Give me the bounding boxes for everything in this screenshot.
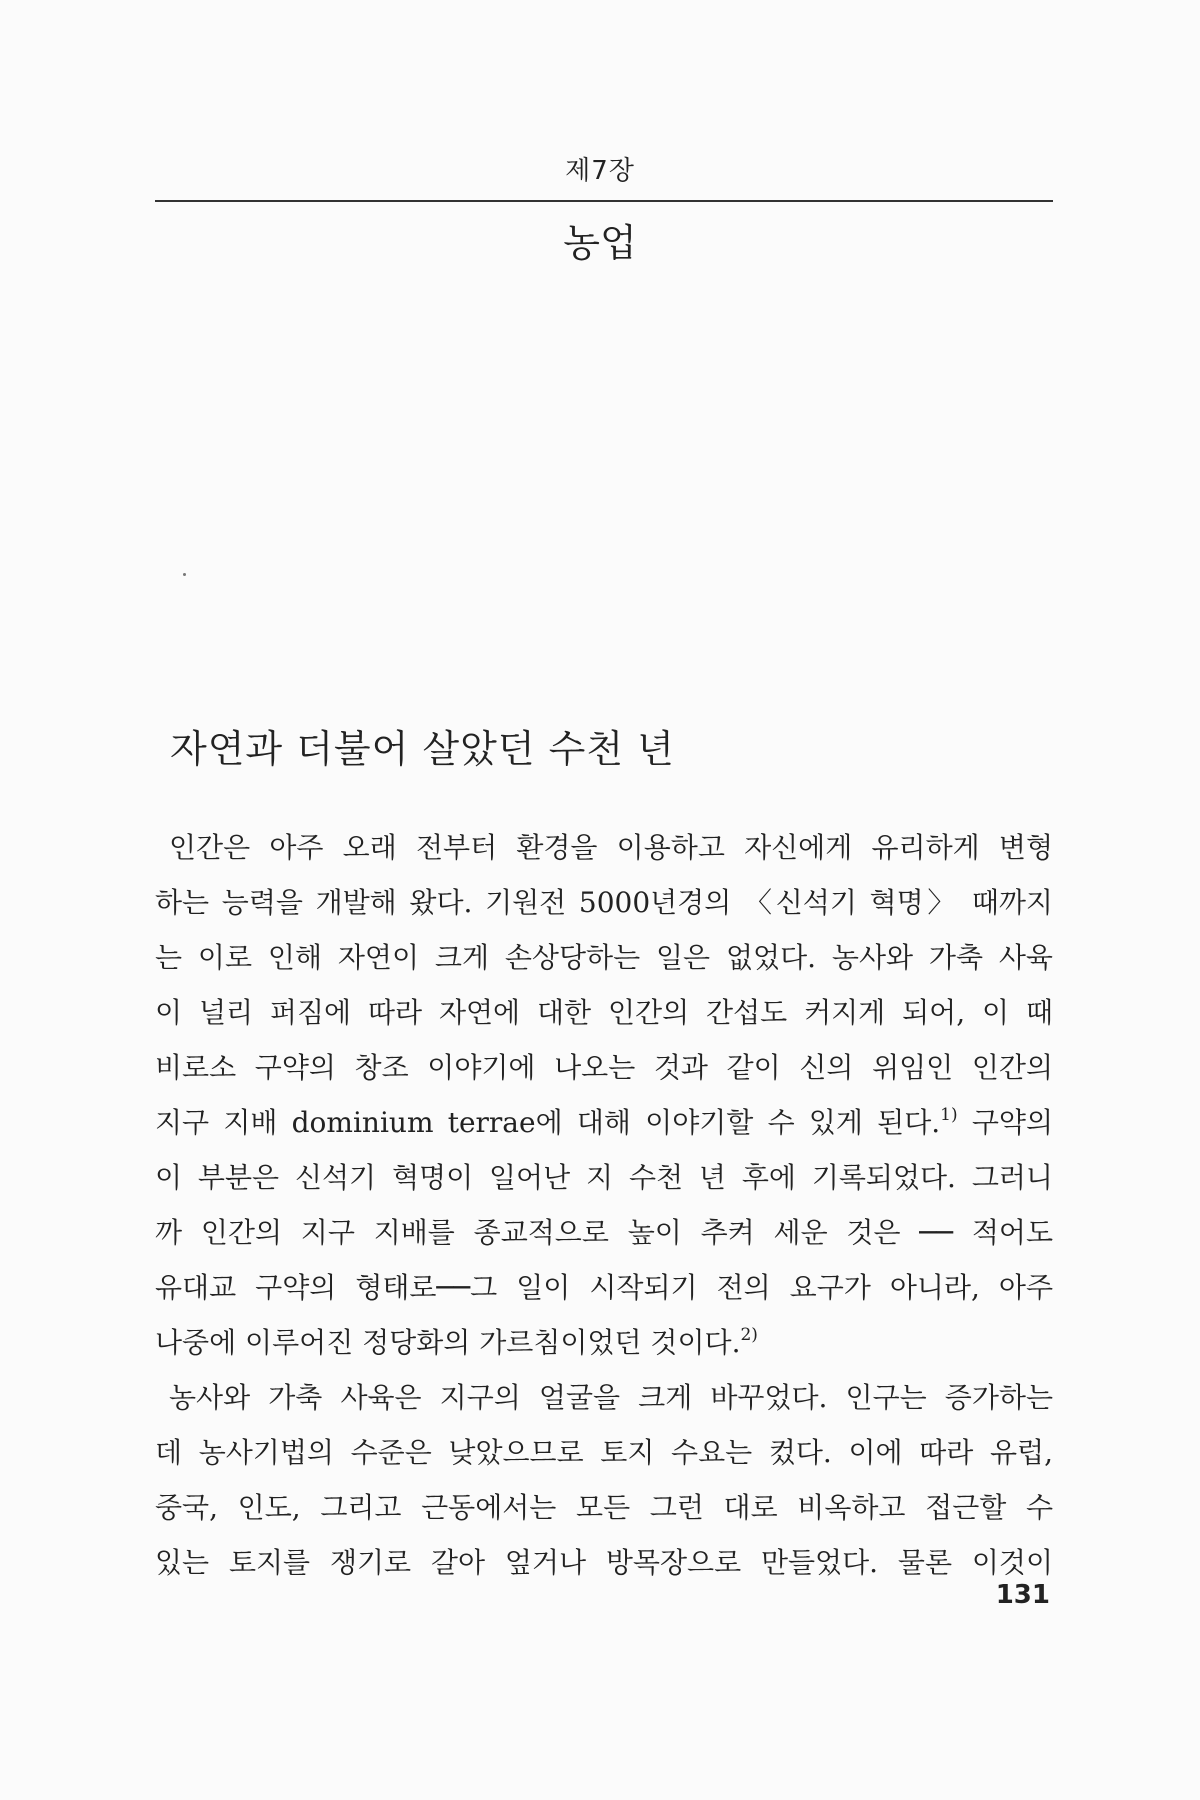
paragraph-line: 이 널리 퍼짐에 따라 자연에 대한 인간의 간섭도 커지게 되어, 이 때 (155, 996, 1053, 1029)
body-text (155, 820, 1053, 1590)
paragraph-line: 비로소 구약의 창조 이야기에 나오는 것과 같이 신의 위임인 인간의 (155, 1051, 1053, 1084)
paragraph-line-text: 나중에 이루어진 정당화의 가르침이었던 것이다. (155, 1326, 741, 1359)
chapter-title: 농업 (563, 221, 637, 265)
paragraph-line: 농사와 가축 사육은 지구의 얼굴을 크게 바꾸었다. 인구는 증가하는 (169, 1381, 1053, 1414)
paragraph-line: 이 부분은 신석기 혁명이 일어난 지 수천 년 후에 기록되었다. 그러니 (155, 1161, 1053, 1194)
paragraph-line: 있는 토지를 쟁기로 갈아 엎거나 방목장으로 만들었다. 물론 이것이 (155, 1546, 1053, 1579)
paragraph-line: 유대교 구약의 형태로──그 일이 시작되기 전의 요구가 아니라, 아주 (155, 1271, 1053, 1304)
paragraph-line: 데 농사기법의 수준은 낮았으므로 토지 수요는 컸다. 이에 따라 유럽, (155, 1436, 1053, 1469)
paragraph-line-text: 지구 지배 dominium terrae에 대해 이야기할 수 있게 된다. (155, 1106, 941, 1139)
paragraph-line: 는 이로 인해 자연이 크게 손상당하는 일은 없었다. 농사와 가축 사육 (155, 941, 1053, 974)
chapter-label: 제7장 (565, 156, 635, 186)
footnote-marker: 2) (740, 1325, 758, 1345)
paragraph-line-with-footnote (155, 1095, 1053, 1150)
chapter-divider (155, 200, 1053, 202)
paragraph-line: 인간은 아주 오래 전부터 환경을 이용하고 자신에게 유리하게 변형 (169, 831, 1053, 864)
scan-speck (183, 573, 186, 576)
section-heading: 자연과 더불어 살았던 수천 년 (170, 727, 675, 771)
paragraph-line-tail: 구약의 (971, 1106, 1054, 1139)
paragraph-line: 하는 능력을 개발해 왔다. 기원전 5000년경의 〈신석기 혁명〉 때까지 (155, 886, 1053, 919)
paragraph-line: 중국, 인도, 그리고 근동에서는 모든 그런 대로 비옥하고 접근할 수 (155, 1491, 1053, 1524)
paragraph-line-with-footnote (155, 1315, 1053, 1370)
page-number: 131 (995, 1580, 1050, 1610)
paragraph-line: 까 인간의 지구 지배를 종교적으로 높이 추켜 세운 것은 ── 적어도 (155, 1216, 1053, 1249)
footnote-marker: 1) (940, 1105, 958, 1125)
